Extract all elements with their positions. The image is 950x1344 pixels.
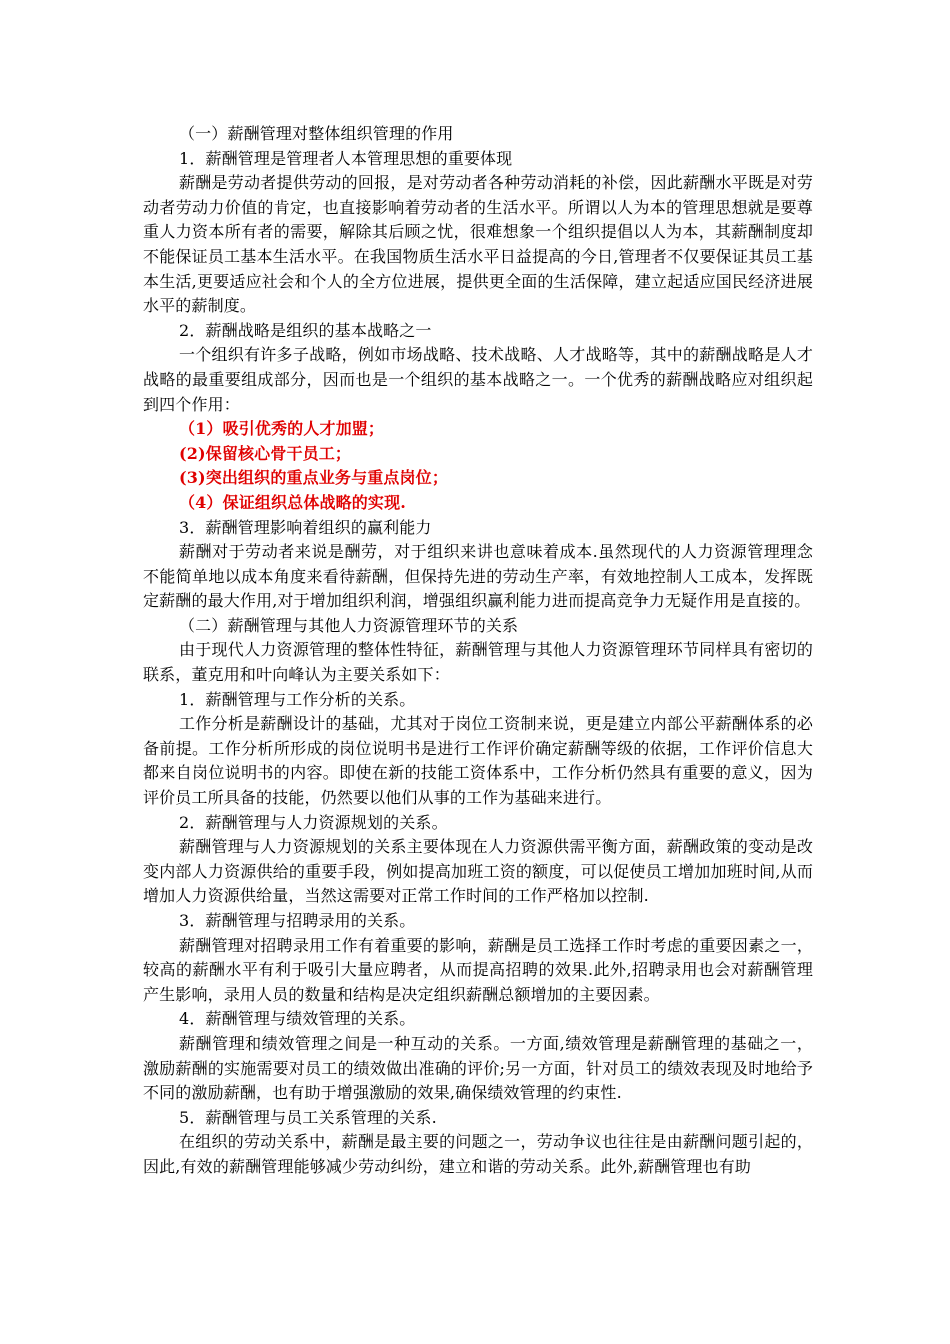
subsection-heading: 3．薪酬管理与招聘录用的关系。 [179,911,416,930]
section-heading: （一）薪酬管理对整体组织管理的作用 [179,124,454,143]
subsection-heading: 4．薪酬管理与绩效管理的关系。 [179,1009,416,1029]
paragraph: 由于现代人力资源管理的整体性特征，薪酬管理与其他人力资源管理环节同样具有密切的联系，董克用和叶向峰认为主要关系如下： [143,640,813,685]
subsection-heading: 1．薪酬管理是管理者人本管理思想的重要体现 [179,148,513,168]
paragraph: 在组织的劳动关系中，薪酬是最主要的问题之一，劳动争议也往往是由薪酬问题引起的，因此,有效的薪酬管理能够减少劳动纠纷，建立和谐的劳动关系。此外,薪酬管理也有助 [143,1132,813,1176]
section-heading: （二）薪酬管理与其他人力资源管理环节的关系 [179,615,519,635]
paragraph: 薪酬对于劳动者来说是酬劳，对于组织来讲也意味着成本.虽然现代的人力资源管理理念不能简单地以成本角度来看待薪酬，但保持先进的劳动生产率，有效地控制人工成本，发挥既定薪酬的最大作用,对于增加组织利润，增强组织赢利能力进而提高竞争力无疑作用是直接的。 [143,542,813,611]
subsection-heading: 2．薪酬管理与人力资源规划的关系。 [179,812,448,832]
paragraph: 薪酬管理和绩效管理之间是一种互动的关系。一方面,绩效管理是薪酬管理的基础之一，激励薪酬的实施需要对员工的绩效做出准确的评价;另一方面，针对员工的绩效表现及时地给予不同的激励薪酬，也有助于增强激励的效果,确保绩效管理的约束性. [143,1033,813,1103]
highlighted-list-item: （4）保证组织总体战略的实现. [179,492,406,512]
subsection-heading: 2．薪酬战略是组织的基本战略之一 [179,320,432,340]
subsection-heading: 3．薪酬管理影响着组织的赢利能力 [179,517,432,537]
highlighted-list-item: (2)保留核心骨干员工； [179,443,352,463]
document-page [143,122,813,1180]
subsection-heading: 1．薪酬管理与工作分析的关系。 [179,689,416,709]
highlighted-list-item: （1）吸引优秀的人才加盟； [179,419,385,439]
paragraph: 薪酬管理对招聘录用工作有着重要的影响，薪酬是员工选择工作时考虑的重要因素之一，较高的薪酬水平有利于吸引大量应聘者，从而提高招聘的效果.此外,招聘录用也会对薪酬管理产生影响，录用人员的数量和结构是决定组织薪酬总额增加的主要因素。 [143,935,813,1004]
highlighted-list-item: (3)突出组织的重点业务与重点岗位； [179,468,448,488]
paragraph: 一个组织有许多子战略，例如市场战略、技术战略、人才战略等，其中的薪酬战略是人才战略的最重要组成部分，因而也是一个组织的基本战略之一。一个优秀的薪酬战略应对组织起到四个作用： [143,345,813,414]
paragraph: 薪酬管理与人力资源规划的关系主要体现在人力资源供需平衡方面，薪酬政策的变动是改变内部人力资源供给的重要手段，例如提高加班工资的额度，可以促使员工增加加班时间,从而增加人力资源供给量，当然这需要对正常工作时间的工作严格加以控制. [143,837,813,906]
paragraph: 薪酬是劳动者提供劳动的回报，是对劳动者各种劳动消耗的补偿，因此薪酬水平既是对劳动者劳动力价值的肯定，也直接影响着劳动者的生活水平。所谓以人为本的管理思想就是要尊重人力资本所有者的需要，解除其后顾之忧，很难想象一个组织提倡以人为本，其薪酬制度却不能保证员工基本生活水平。在我国物质生活水平日益提高的今日,管理者不仅要保证其员工基本生活,更要适应社会和个人的全方位进展，提供更全面的生活保障，建立起适应国民经济进展水平的薪制度。 [143,173,813,316]
subsection-heading: 5．薪酬管理与员工关系管理的关系. [179,1107,437,1127]
paragraph: 工作分析是薪酬设计的基础，尤其对于岗位工资制来说，更是建立内部公平薪酬体系的必备前提。工作分析所形成的岗位说明书是进行工作评价确定薪酬等级的依据，工作评价信息大都来自岗位说明书的内容。即使在新的技能工资体系中，工作分析仍然具有重要的意义，因为评价员工所具备的技能，仍然要以他们从事的工作为基础来进行。 [143,714,813,808]
